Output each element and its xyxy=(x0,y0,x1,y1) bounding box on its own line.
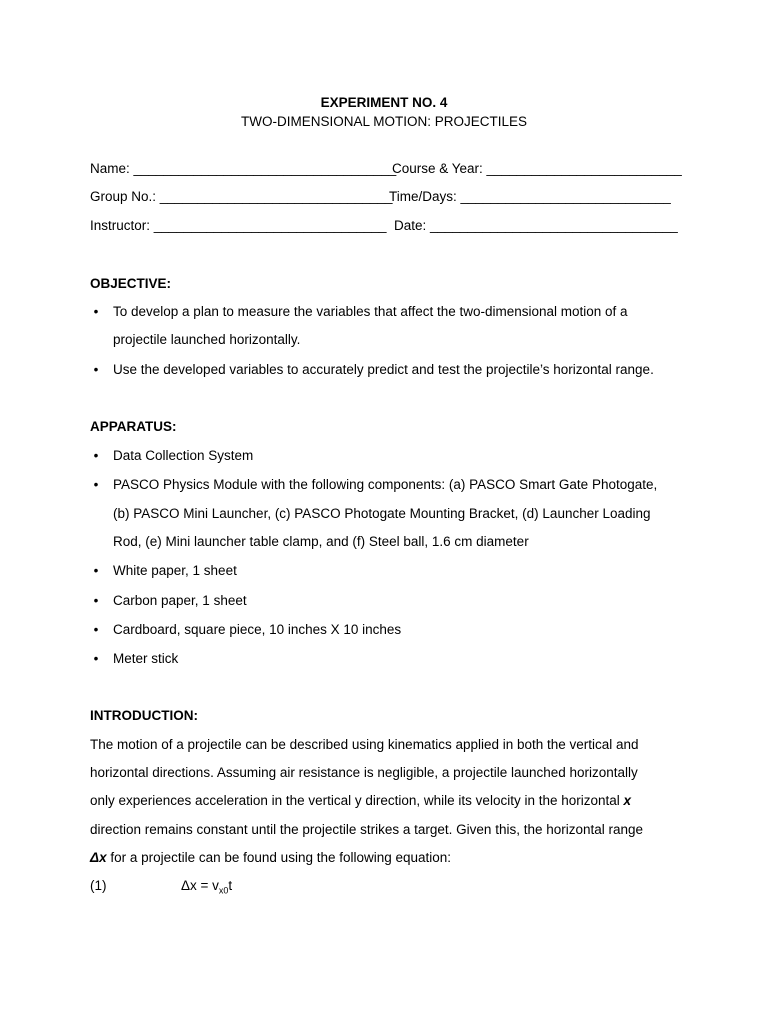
objective-heading: OBJECTIVE: xyxy=(90,276,172,291)
experiment-title: EXPERIMENT NO. 4 xyxy=(320,95,448,110)
variable-delta-x: Δx xyxy=(90,850,107,865)
apparatus-item-3: White paper, 1 sheet xyxy=(113,563,237,578)
time-days-field: Time/Days: ____________________________ xyxy=(389,189,671,204)
intro-line-2: horizontal directions. Assuming air resistance is negligible, a projectile launched horizontally xyxy=(90,765,638,780)
date-field: Date: _________________________________ xyxy=(394,218,678,233)
apparatus-item-2-line-1: PASCO Physics Module with the following components: (a) PASCO Smart Gate Photogate, xyxy=(113,477,658,492)
instructor-field: Instructor: _______________________________ xyxy=(90,218,387,233)
intro-line-5-text: for a projectile can be found using the following equation: xyxy=(106,850,452,865)
bullet-icon: • xyxy=(93,651,99,666)
introduction-heading: INTRODUCTION: xyxy=(90,708,198,723)
apparatus-item-4: Carbon paper, 1 sheet xyxy=(113,593,247,608)
objective-item-1-line-1: To develop a plan to measure the variables that affect the two-dimensional motion of a xyxy=(113,304,628,319)
apparatus-item-2-line-3: Rod, (e) Mini launcher table clamp, and (f) Steel ball, 1.6 cm diameter xyxy=(113,534,529,549)
bullet-icon: • xyxy=(93,563,99,578)
apparatus-item-5: Cardboard, square piece, 10 inches X 10 inches xyxy=(113,622,402,637)
intro-line-5 xyxy=(90,850,451,865)
objective-item-1-line-2: projectile launched horizontally. xyxy=(113,332,301,347)
bullet-icon: • xyxy=(93,593,99,608)
equation-1 xyxy=(181,878,232,896)
apparatus-item-1: Data Collection System xyxy=(113,448,254,463)
bullet-icon: • xyxy=(93,448,99,463)
equation-rhs: t xyxy=(228,878,233,893)
apparatus-item-6: Meter stick xyxy=(113,651,179,666)
experiment-subtitle: TWO-DIMENSIONAL MOTION: PROJECTILES xyxy=(240,114,528,129)
equation-subscript: x0 xyxy=(218,885,229,896)
variable-x: x xyxy=(623,793,632,808)
name-field: Name: ___________________________________ xyxy=(90,161,397,176)
intro-line-3-text: only experiences acceleration in the vertical y direction, while its velocity in the horizontal xyxy=(90,793,620,808)
bullet-icon: • xyxy=(93,304,99,319)
objective-item-2: Use the developed variables to accurately predict and test the projectile’s horizontal range. xyxy=(113,362,654,377)
bullet-icon: • xyxy=(93,622,99,637)
equation-lhs: Δx = v xyxy=(181,878,219,893)
equation-number: (1) xyxy=(90,878,107,893)
intro-line-1: The motion of a projectile can be described using kinematics applied in both the vertical and xyxy=(90,737,639,752)
intro-line-4: direction remains constant until the projectile strikes a target. Given this, the horizontal range xyxy=(90,822,644,837)
apparatus-heading: APPARATUS: xyxy=(90,419,177,434)
bullet-icon: • xyxy=(93,477,99,492)
group-no-field: Group No.: _______________________________ xyxy=(90,189,393,204)
apparatus-item-2-line-2: (b) PASCO Mini Launcher, (c) PASCO Photogate Mounting Bracket, (d) Launcher Loading xyxy=(113,506,651,521)
intro-line-3 xyxy=(90,793,631,808)
course-year-field: Course & Year: __________________________ xyxy=(392,161,682,176)
bullet-icon: • xyxy=(93,362,99,377)
